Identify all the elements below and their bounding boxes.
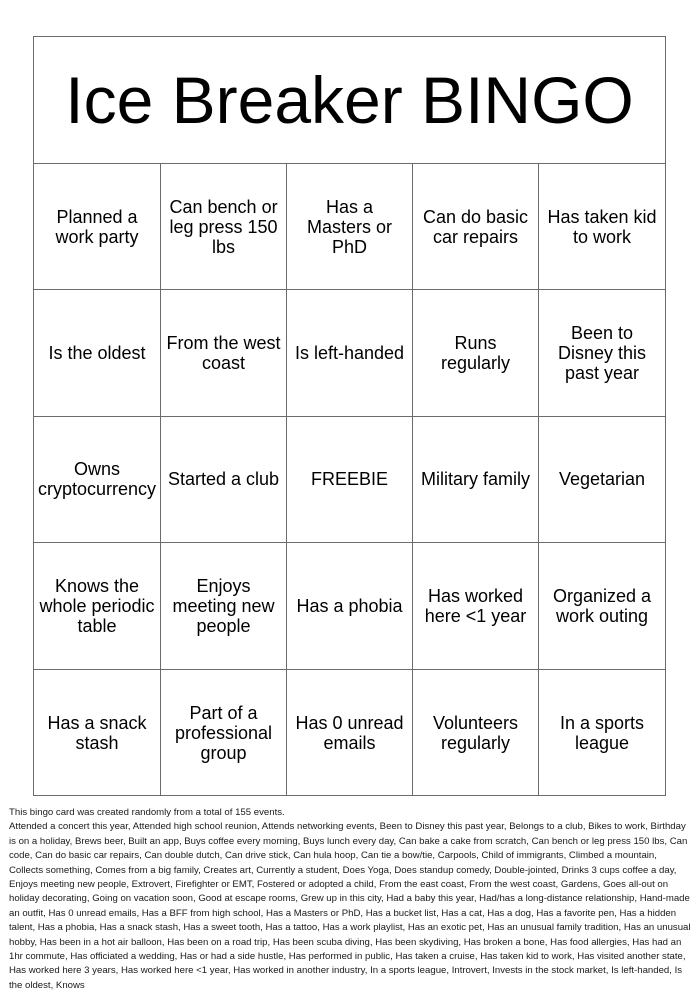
cell-label: Owns cryptocurrency [38,459,157,500]
bingo-cell [34,417,161,543]
footer-notes [9,806,691,993]
bingo-cell [539,290,665,416]
bingo-cell [161,417,287,543]
cell-label: Part of a professional group [175,702,273,763]
bingo-cell [34,670,161,796]
bingo-cell [539,164,665,290]
cell-label: Volunteers regularly [432,712,519,753]
bingo-cell [413,670,539,796]
cell-label: Has taken kid to work [547,206,657,247]
cell-label: In a sports league [559,712,645,753]
bingo-cell [34,164,161,290]
bingo-cell [161,543,287,669]
cell-label: Can do basic car repairs [422,206,529,247]
cell-label: Planned a work party [55,206,139,247]
cell-label: Has a snack stash [47,712,147,753]
cell-label: From the west coast [166,333,281,374]
bingo-cell freebie-cell [287,417,413,543]
bingo-cell [161,670,287,796]
bingo-cell [539,670,665,796]
bingo-cell [161,290,287,416]
bingo-cell [539,417,665,543]
bingo-cell [413,290,539,416]
cell-label: Has worked here <1 year [424,585,527,626]
bingo-grid [34,164,665,796]
cell-label: Enjoys meeting new people [172,575,275,636]
cell-label: Vegetarian [558,469,646,490]
bingo-cell [413,164,539,290]
cell-label: Started a club [168,469,280,490]
cell-label: Has 0 unread emails [295,712,404,753]
cell-label: Is the oldest [48,343,146,364]
footer-events-list: Attended a concert this year, Attended high school reunion, Attends networking events, Been to Disney this past year, Belongs to a club, Bikes to work, Birthday is on a holiday, Brews beer, Built an app, Buys coffee every morning, Buys lunch every day, Can bake a cake from scratch, Can bench or leg press 150 lbs, Can code, Can do basic car repairs, Can double dutch, Can drive stick, Can hula hoop, Can tie a bow/tie, Carpools, Child of immigrants, Climbed a mountain, Collects something, Comes from a big family, Creates art, Currently a student, Does Yoga, Does standup comedy, Double-jointed, Drinks 3 cups coffee a day, Enjoys meeting new people, Extrovert, Firefighter or EMT, Fostered or adopted a child, From the east coast, From the west coast, Gardens, Goes all-out on holiday decorating, Going on vacation soon, Good at escape rooms, Grew up in this city, Had a baby this year, Had/has a long-distance relationship, Hand-made an outfit, Has 0 unread emails, Has a BFF from high school, Has a Masters or PhD, Has a bucket list, Has a cat, Has a dog, Has a favorite pen, Has a hidden talent, Has a phobia, Has a snack stash, Has a sweet tooth, Has a tattoo, Has a work playlist, Has an exotic pet, Has an unusual family tradition, Has an unusual hobby, Has been in a hot air balloon, Has been on a road trip, Has been scuba diving, Has been skydiving, Has broken a bone, Has food allergies, Has had an 1hr commute, Has officiated a wedding, Has or had a side hustle, Has performed in public, Has taken a cruise, Has taken kid to work, Has visited another state, Has worked here 3 years, Has worked here <1 year, Has worked in another industry, In a sports league, Introvert, Invests in the stock market, Is left-handed, Is the oldest, Knows [9,821,691,991]
bingo-cell [287,164,413,290]
bingo-cell [413,543,539,669]
bingo-cell [287,290,413,416]
title-row [34,37,665,164]
cell-label: Runs regularly [440,333,511,374]
cell-label: Organized a work outing [552,585,652,626]
cell-label: FREEBIE [311,469,389,490]
bingo-cell [34,543,161,669]
cell-label: Knows the whole periodic table [39,575,155,636]
cell-label: Military family [421,469,531,490]
card-title: Ice Breaker BINGO [65,63,634,137]
bingo-cell [161,164,287,290]
cell-label: Been to Disney this past year [557,323,647,384]
cell-label: Can bench or leg press 150 lbs [169,196,278,257]
cell-label: Has a Masters or PhD [307,196,393,257]
cell-label: Has a phobia [296,595,403,616]
bingo-cell [413,417,539,543]
bingo-cell [287,543,413,669]
bingo-cell [34,290,161,416]
cell-label: Is left-handed [294,343,405,364]
bingo-cell [287,670,413,796]
footer-summary: This bingo card was created randomly from a total of 155 events. [9,807,285,818]
bingo-card [33,36,666,796]
bingo-cell [539,543,665,669]
